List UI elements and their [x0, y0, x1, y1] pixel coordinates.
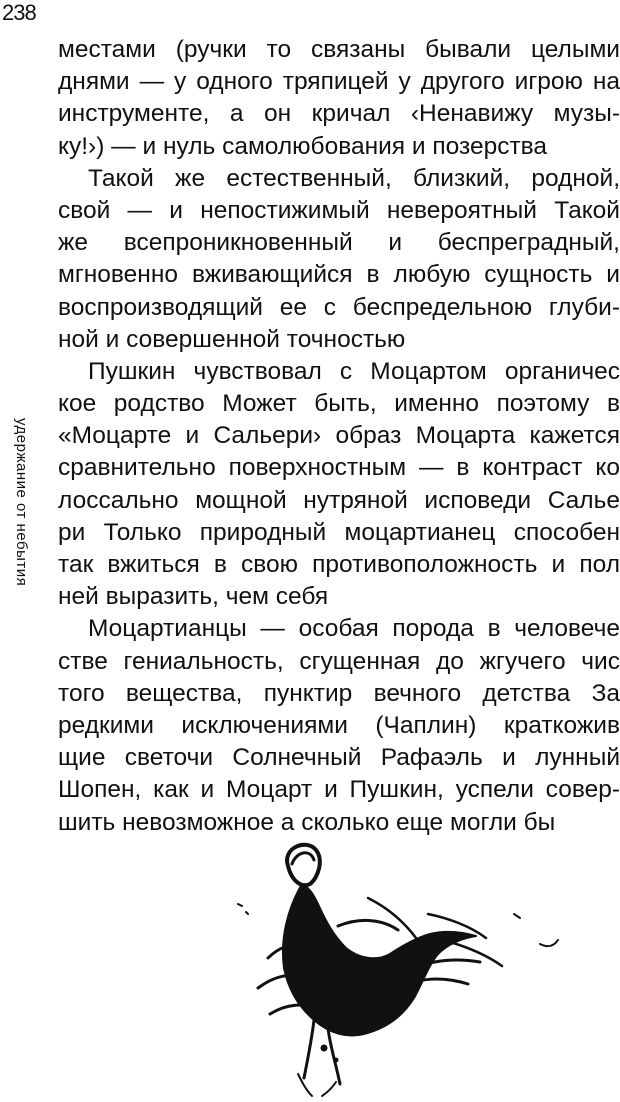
text-line: стве гениальность, сгущенная до жгучего чис — [58, 647, 620, 675]
text-line: же всепроникновенный и беспреградный, — [58, 229, 620, 257]
text-line: ри Только природный моцартианец способен — [58, 518, 620, 546]
text-line: инструменте, а он кричал ‹Ненавижу музы- — [58, 100, 620, 128]
text-line: днями — у одного тряпицей у другого игрою на — [58, 68, 620, 96]
text-line: сравнительно поверхностным — в контраст ко — [58, 454, 620, 482]
ink-sketch-figure-icon — [218, 838, 588, 1098]
page-number: 238 — [2, 0, 36, 25]
paragraph-first-line: Такой же естественный, близкий, родной, — [88, 164, 620, 192]
text-line: лоссально мощной нутряной исповеди Салье — [58, 486, 620, 514]
paragraph-first-line: Пушкин чувствовал с Моцартом органичес — [88, 357, 620, 385]
text-line: свой — и непостижимый невероятный Такой — [58, 196, 620, 224]
text-line: ней выразить, чем себя — [58, 583, 329, 611]
text-line: щие светочи Солнечный Рафаэль и лунный — [58, 744, 620, 772]
text-line: кое родство Может быть, именно поэтому в — [58, 390, 620, 418]
text-line: воспроизводящий ее с беспредельною глуби- — [58, 293, 620, 321]
text-line: того вещества, пунктир вечного детства За — [58, 679, 620, 707]
text-line: шить невозможное а сколько еще могли бы — [58, 808, 556, 836]
text-line: так вжиться в свою противоположность и пол — [58, 551, 620, 578]
paragraph-first-line: Моцартианцы — особая порода в человече — [88, 615, 620, 643]
body-text — [58, 34, 620, 839]
text-line: местами (ручки то связаны бывали целыми — [58, 36, 620, 63]
text-line: мгновенно вживающийся в любую сущность и — [58, 261, 620, 289]
text-line: Шопен, как и Моцарт и Пушкин, успели совер- — [58, 776, 620, 804]
text-line: ку!›) — и нуль самолюбования и позерства — [58, 132, 548, 160]
text-line: «Моцарте и Сальери› образ Моцарта кажется — [58, 422, 620, 450]
text-line: редкими исключениями (Чаплин) краткожив — [58, 711, 620, 739]
running-title: удержание от небытия — [13, 418, 30, 587]
text-line: ной и совершенной точностью — [58, 325, 406, 353]
